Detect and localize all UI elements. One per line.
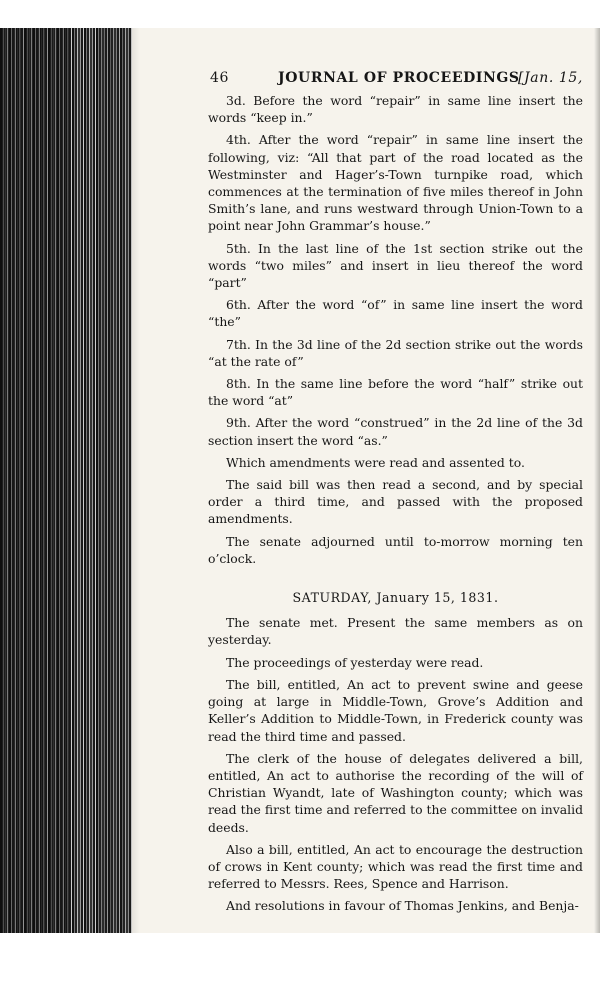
paragraph: 6th. After the word “of” in same line insert the word “the”	[208, 297, 583, 330]
running-header	[208, 70, 583, 92]
paragraph: The senate adjourned until to-morrow morning ten o’clock.	[208, 533, 583, 566]
day-heading: SATURDAY, January 15, 1831.	[292, 590, 499, 606]
page-number: 46	[210, 70, 230, 86]
scan-bottom-margin	[0, 933, 600, 995]
paragraph: And resolutions in favour of Thomas Jenkins, and Benja-	[226, 898, 579, 914]
saturday-section	[208, 614, 583, 914]
paragraph: The clerk of the house of delegates delivered a bill, entitled, An act to authorise the recording of the will of Christian Wyandt, late of Washington county; which was read the first time and referred to the committee on invalid deeds.	[208, 750, 583, 835]
journal-title: JOURNAL OF PROCEEDINGS	[278, 70, 520, 86]
paragraph: The senate met. Present the same members as on yesterday.	[208, 615, 583, 648]
paragraph: Also a bill, entitled, An act to encourage the destruction of crows in Kent county; which was read the first time and referred to Messrs. Rees, Spence and Harrison.	[208, 841, 583, 892]
paragraph: 9th. After the word “construed” in the 2d line of the 3d section insert the word “as.”	[208, 415, 583, 448]
header-date: [Jan. 15,	[517, 70, 583, 86]
scan-top-margin	[0, 0, 600, 28]
paragraph: 8th. In the same line before the word “half” strike out the word “at”	[208, 376, 583, 409]
text-column	[208, 70, 583, 920]
gutter-fade	[100, 28, 140, 933]
page-edge-shadow	[594, 28, 600, 933]
paragraph: Which amendments were read and assented to.	[226, 454, 525, 470]
paragraph: The said bill was then read a second, and by special order a third time, and passed with the proposed amendments.	[208, 477, 583, 527]
paragraph: 5th. In the last line of the 1st section strike out the words “two miles” and insert in lieu thereof the word “part”	[208, 240, 583, 291]
paragraph: 4th. After the word “repair” in same line insert the following, viz: “All that part of the road located as the Westminster and Hager’s-Town turnpike road, which commences at the termination of five miles thereof in John Smith’s lane, and runs westward through Union-Town to a point near John Grammar’s house.”	[208, 132, 583, 234]
amendments-section	[208, 92, 583, 567]
paragraph: 3d. Before the word “repair” in same line insert the words “keep in.”	[208, 93, 583, 126]
paragraph: The proceedings of yesterday were read.	[226, 654, 484, 670]
binding-shadow	[0, 28, 70, 933]
paragraph: The bill, entitled, An act to prevent swine and geese going at large in Middle-Town, Grove’s Addition and Keller’s Addition to Middle-Town, in Frederick county was read the third time and passed.	[208, 676, 583, 744]
paragraph: 7th. In the 3d line of the 2d section strike out the words “at the rate of”	[208, 336, 583, 369]
